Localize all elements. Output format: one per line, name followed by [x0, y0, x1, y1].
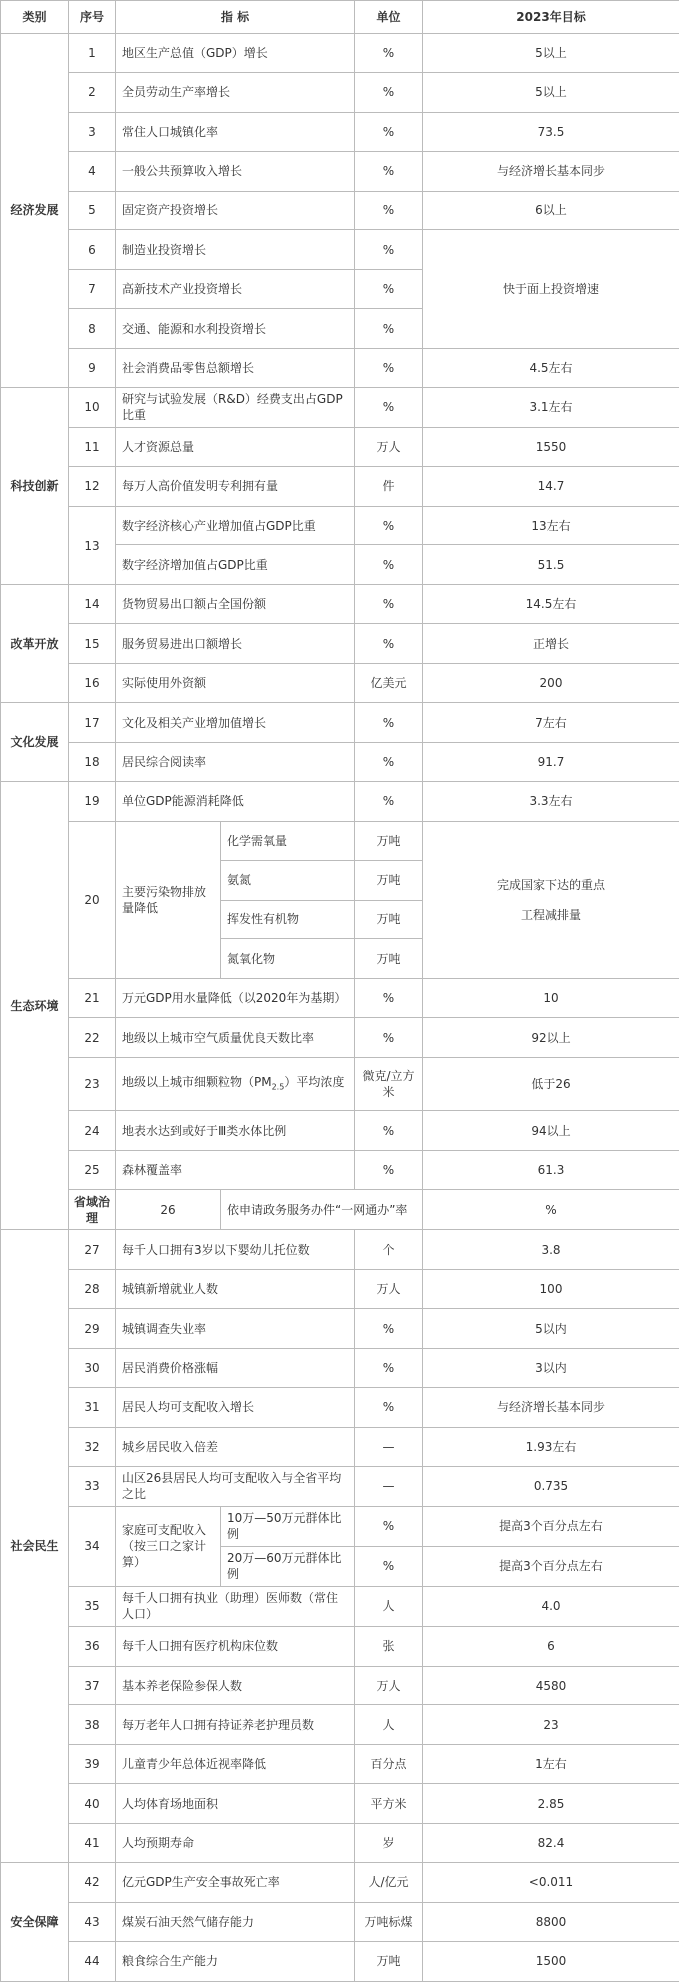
row-indicator: 居民消费价格涨幅 — [116, 1349, 355, 1388]
row-target: 200 — [423, 664, 679, 703]
table-row — [1, 1466, 679, 1506]
row-unit: % — [355, 703, 423, 743]
row-no: 19 — [69, 781, 116, 821]
table-row — [1, 191, 679, 230]
row-unit: % — [355, 1546, 423, 1586]
row-unit: % — [355, 309, 423, 349]
row-unit: % — [355, 979, 423, 1018]
row-indicator: 城镇新增就业人数 — [116, 1270, 355, 1309]
category-eco: 生态环境 — [1, 781, 69, 1229]
row-target: 14.7 — [423, 466, 679, 506]
row-no: 40 — [69, 1784, 116, 1824]
row-no: 17 — [69, 703, 116, 743]
row-unit: 个 — [355, 1230, 423, 1270]
table-row — [1, 979, 679, 1018]
row-indicator: 森林覆盖率 — [116, 1151, 355, 1190]
row-indicator: 居民人均可支配收入增长 — [116, 1387, 355, 1427]
row-unit: % — [355, 1309, 423, 1349]
sub-indicator: 氮氧化物 — [221, 939, 355, 979]
row-target: 3.8 — [423, 1230, 679, 1270]
row-indicator: 人均预期寿命 — [116, 1824, 355, 1863]
row-no: 39 — [69, 1745, 116, 1784]
row-indicator: 居民综合阅读率 — [116, 743, 355, 782]
row-indicator: 制造业投资增长 — [116, 230, 355, 270]
row-no: 28 — [69, 1270, 116, 1309]
row-indicator: 山区26县居民人均可支配收入与全省平均之比 — [116, 1466, 355, 1506]
row-no: 7 — [69, 270, 116, 309]
indicator-text: 地级以上城市细颗粒物（PM — [122, 1074, 272, 1089]
row-target: 2.85 — [423, 1784, 679, 1824]
row-no: 36 — [69, 1626, 116, 1666]
table-row — [1, 624, 679, 664]
row-unit: % — [355, 1151, 423, 1190]
row-indicator: 万元GDP用水量降低（以2020年为基期） — [116, 979, 355, 1018]
row-no: 20 — [69, 821, 116, 979]
sub-indicator: 化学需氧量 — [221, 821, 355, 860]
row-unit: 万人 — [355, 427, 423, 466]
row-no: 6 — [69, 230, 116, 270]
row-indicator: 实际使用外资额 — [116, 664, 355, 703]
row-no: 31 — [69, 1387, 116, 1427]
table-row — [1, 230, 679, 270]
header-seq: 序号 — [69, 1, 116, 34]
row-indicator: 固定资产投资增长 — [116, 191, 355, 230]
row-indicator: 每千人口拥有3岁以下婴幼儿托位数 — [116, 1230, 355, 1270]
category-culture: 文化发展 — [1, 703, 69, 782]
row-unit: 万吨标煤 — [355, 1902, 423, 1941]
row-no: 11 — [69, 427, 116, 466]
row-unit: 张 — [355, 1626, 423, 1666]
row-unit: % — [355, 230, 423, 270]
row-no: 10 — [69, 387, 116, 427]
row-target: 快于面上投资增速 — [423, 230, 679, 349]
row-target: 与经济增长基本同步 — [423, 1387, 679, 1427]
row-indicator: 主要污染物排放量降低 — [116, 821, 221, 979]
row-unit: % — [355, 624, 423, 664]
row-indicator: 每万老年人口拥有持证养老护理员数 — [116, 1705, 355, 1745]
table-row — [1, 1666, 679, 1705]
row-target: 91.7 — [423, 743, 679, 782]
row-indicator: 单位GDP能源消耗降低 — [116, 781, 355, 821]
row-unit: 万吨 — [355, 900, 423, 939]
row-target: 4.0 — [423, 1586, 679, 1626]
row-no: 4 — [69, 151, 116, 191]
row-unit: 人/亿元 — [355, 1862, 423, 1902]
row-target: 3以内 — [423, 1349, 679, 1388]
row-unit: 万人 — [355, 1270, 423, 1309]
category-gov: 省域治理 — [69, 1190, 116, 1230]
row-no: 15 — [69, 624, 116, 664]
row-target: 1.93左右 — [423, 1427, 679, 1466]
table-row — [1, 1151, 679, 1190]
table-row — [1, 1586, 679, 1626]
header-unit: 单位 — [355, 1, 423, 34]
header-category: 类别 — [1, 1, 69, 34]
row-indicator: 儿童青少年总体近视率降低 — [116, 1745, 355, 1784]
row-unit: 万吨 — [355, 821, 423, 860]
table-row — [1, 1745, 679, 1784]
row-unit: % — [355, 151, 423, 191]
row-indicator: 粮食综合生产能力 — [116, 1941, 355, 1981]
table-row — [1, 1387, 679, 1427]
row-no: 2 — [69, 72, 116, 112]
category-tech: 科技创新 — [1, 387, 69, 585]
row-target: 8800 — [423, 1902, 679, 1941]
table-row — [1, 1309, 679, 1349]
row-no: 12 — [69, 466, 116, 506]
row-no: 14 — [69, 585, 116, 624]
table-row — [1, 72, 679, 112]
row-no: 43 — [69, 1902, 116, 1941]
row-unit: 人 — [355, 1586, 423, 1626]
row-indicator: 文化及相关产业增加值增长 — [116, 703, 355, 743]
row-target: 6以上 — [423, 191, 679, 230]
row-no: 25 — [69, 1151, 116, 1190]
row-target: 13左右 — [423, 506, 679, 545]
row-no: 1 — [69, 34, 116, 73]
table-row — [1, 821, 679, 860]
row-indicator: 服务贸易进出口额增长 — [116, 624, 355, 664]
table-row — [1, 1626, 679, 1666]
table-row — [1, 349, 679, 388]
header-target: 2023年目标 — [423, 1, 679, 34]
row-target — [423, 821, 679, 979]
row-target: 正增长 — [423, 624, 679, 664]
category-social: 社会民生 — [1, 1230, 69, 1863]
row-target: 3.3左右 — [423, 781, 679, 821]
row-unit: % — [355, 1111, 423, 1151]
table-row — [1, 664, 679, 703]
row-unit: 平方米 — [355, 1784, 423, 1824]
table-row — [1, 1058, 679, 1111]
category-reform: 改革开放 — [1, 585, 69, 703]
table-row — [1, 1349, 679, 1388]
row-no: 38 — [69, 1705, 116, 1745]
row-target: 3.1左右 — [423, 387, 679, 427]
row-target: 82.4 — [423, 1824, 679, 1863]
row-indicator: 基本养老保险参保人数 — [116, 1666, 355, 1705]
indicator-text: ）平均浓度 — [284, 1074, 345, 1089]
sub-indicator: 10万—50万元群体比例 — [221, 1506, 355, 1546]
row-unit: — — [355, 1466, 423, 1506]
row-unit: % — [355, 1387, 423, 1427]
row-indicator: 依申请政务服务办件“一网通办”率 — [221, 1190, 423, 1230]
row-no: 27 — [69, 1230, 116, 1270]
sub-indicator: 挥发性有机物 — [221, 900, 355, 939]
table-row — [1, 1902, 679, 1941]
table-row — [1, 703, 679, 743]
table-row — [1, 1190, 679, 1230]
row-target: 94以上 — [423, 1111, 679, 1151]
table-header — [1, 1, 679, 34]
table-row — [1, 743, 679, 782]
row-target: 14.5左右 — [423, 585, 679, 624]
row-unit: 亿美元 — [355, 664, 423, 703]
row-target: 1550 — [423, 427, 679, 466]
table-row — [1, 427, 679, 466]
row-no: 42 — [69, 1862, 116, 1902]
row-target: 0.735 — [423, 1466, 679, 1506]
row-target: 提高3个百分点左右 — [423, 1546, 679, 1586]
row-unit: % — [355, 191, 423, 230]
table-row — [1, 1941, 679, 1981]
row-unit: % — [423, 1190, 679, 1230]
table-row — [1, 387, 679, 427]
category-safety: 安全保障 — [1, 1862, 69, 1981]
table-row — [1, 506, 679, 545]
table-row — [1, 1506, 679, 1546]
row-target: <0.011 — [423, 1862, 679, 1902]
row-indicator: 城镇调查失业率 — [116, 1309, 355, 1349]
row-indicator: 高新技术产业投资增长 — [116, 270, 355, 309]
row-no: 44 — [69, 1941, 116, 1981]
table-row — [1, 1230, 679, 1270]
row-target: 低于26 — [423, 1058, 679, 1111]
row-target: 23 — [423, 1705, 679, 1745]
target-line-1: 完成国家下达的重点 — [496, 878, 605, 893]
row-unit: 万人 — [355, 1666, 423, 1705]
row-unit: % — [355, 112, 423, 151]
header-indicator: 指 标 — [116, 1, 355, 34]
row-target: 61.3 — [423, 1151, 679, 1190]
row-target: 1500 — [423, 1941, 679, 1981]
category-econ: 经济发展 — [1, 34, 69, 388]
table-row — [1, 585, 679, 624]
row-no: 29 — [69, 1309, 116, 1349]
row-no: 21 — [69, 979, 116, 1018]
row-unit: % — [355, 72, 423, 112]
row-no: 22 — [69, 1018, 116, 1058]
sub-indicator: 20万—60万元群体比例 — [221, 1546, 355, 1586]
row-unit: 微克/立方米 — [355, 1058, 423, 1111]
row-indicator: 一般公共预算收入增长 — [116, 151, 355, 191]
row-indicator: 家庭可支配收入（按三口之家计算） — [116, 1506, 221, 1586]
row-target: 100 — [423, 1270, 679, 1309]
row-indicator: 每万人高价值发明专利拥有量 — [116, 466, 355, 506]
row-unit: % — [355, 1018, 423, 1058]
table-row — [1, 466, 679, 506]
row-no: 16 — [69, 664, 116, 703]
row-no: 9 — [69, 349, 116, 388]
table-row — [1, 1705, 679, 1745]
row-no: 5 — [69, 191, 116, 230]
row-target: 5以内 — [423, 1309, 679, 1349]
row-no: 41 — [69, 1824, 116, 1863]
row-unit: % — [355, 1506, 423, 1546]
row-indicator: 人均体育场地面积 — [116, 1784, 355, 1824]
row-target: 5以上 — [423, 34, 679, 73]
row-no: 18 — [69, 743, 116, 782]
row-indicator: 数字经济增加值占GDP比重 — [116, 545, 355, 585]
row-unit: 万吨 — [355, 1941, 423, 1981]
row-unit: 人 — [355, 1705, 423, 1745]
row-indicator: 每千人口拥有医疗机构床位数 — [116, 1626, 355, 1666]
row-indicator: 研究与试验发展（R&D）经费支出占GDP比重 — [116, 387, 355, 427]
row-unit: % — [355, 781, 423, 821]
row-target: 10 — [423, 979, 679, 1018]
table-row — [1, 1862, 679, 1902]
target-line-2: 工程减排量 — [520, 908, 581, 923]
subscript: 2.5 — [271, 1082, 285, 1092]
row-target: 4.5左右 — [423, 349, 679, 388]
row-indicator: 地区生产总值（GDP）增长 — [116, 34, 355, 73]
row-unit: 万吨 — [355, 860, 423, 900]
row-indicator: 社会消费品零售总额增长 — [116, 349, 355, 388]
row-unit: 岁 — [355, 1824, 423, 1863]
row-unit: 件 — [355, 466, 423, 506]
table-row — [1, 1824, 679, 1863]
row-unit: % — [355, 1349, 423, 1388]
row-indicator: 城乡居民收入倍差 — [116, 1427, 355, 1466]
row-indicator: 常住人口城镇化率 — [116, 112, 355, 151]
row-indicator: 全员劳动生产率增长 — [116, 72, 355, 112]
table-row — [1, 112, 679, 151]
row-no: 32 — [69, 1427, 116, 1466]
row-unit: % — [355, 506, 423, 545]
row-no: 24 — [69, 1111, 116, 1151]
row-target: 6 — [423, 1626, 679, 1666]
row-indicator: 交通、能源和水利投资增长 — [116, 309, 355, 349]
row-indicator: 地表水达到或好于Ⅲ类水体比例 — [116, 1111, 355, 1151]
row-unit: % — [355, 545, 423, 585]
row-target: 73.5 — [423, 112, 679, 151]
table-row — [1, 781, 679, 821]
row-no: 33 — [69, 1466, 116, 1506]
row-no: 35 — [69, 1586, 116, 1626]
row-unit: 百分点 — [355, 1745, 423, 1784]
row-target: 92以上 — [423, 1018, 679, 1058]
row-no: 8 — [69, 309, 116, 349]
row-indicator: 地级以上城市空气质量优良天数比率 — [116, 1018, 355, 1058]
row-unit: % — [355, 270, 423, 309]
table-row — [1, 34, 679, 73]
table-row — [1, 1018, 679, 1058]
sub-indicator: 氨氮 — [221, 860, 355, 900]
row-unit: % — [355, 743, 423, 782]
row-target: 51.5 — [423, 545, 679, 585]
row-indicator: 货物贸易出口额占全国份额 — [116, 585, 355, 624]
row-target: 与经济增长基本同步 — [423, 151, 679, 191]
row-no: 26 — [116, 1190, 221, 1230]
table-row — [1, 1111, 679, 1151]
row-unit: — — [355, 1427, 423, 1466]
row-no: 23 — [69, 1058, 116, 1111]
table-row — [1, 1427, 679, 1466]
row-unit: % — [355, 349, 423, 388]
row-indicator: 煤炭石油天然气储存能力 — [116, 1902, 355, 1941]
row-indicator: 亿元GDP生产安全事故死亡率 — [116, 1862, 355, 1902]
table-row — [1, 1784, 679, 1824]
row-indicator: 每千人口拥有执业（助理）医师数（常住人口） — [116, 1586, 355, 1626]
row-unit: % — [355, 387, 423, 427]
row-no: 30 — [69, 1349, 116, 1388]
row-no: 37 — [69, 1666, 116, 1705]
table-row — [1, 151, 679, 191]
row-indicator: 数字经济核心产业增加值占GDP比重 — [116, 506, 355, 545]
row-no: 13 — [69, 506, 116, 585]
row-no: 3 — [69, 112, 116, 151]
row-no: 34 — [69, 1506, 116, 1586]
row-target: 5以上 — [423, 72, 679, 112]
row-target: 4580 — [423, 1666, 679, 1705]
row-target: 7左右 — [423, 703, 679, 743]
table-row — [1, 1270, 679, 1309]
row-target: 1左右 — [423, 1745, 679, 1784]
row-unit: % — [355, 34, 423, 73]
row-unit: 万吨 — [355, 939, 423, 979]
row-unit: % — [355, 585, 423, 624]
row-target: 提高3个百分点左右 — [423, 1506, 679, 1546]
row-indicator: 人才资源总量 — [116, 427, 355, 466]
row-indicator — [116, 1058, 355, 1111]
